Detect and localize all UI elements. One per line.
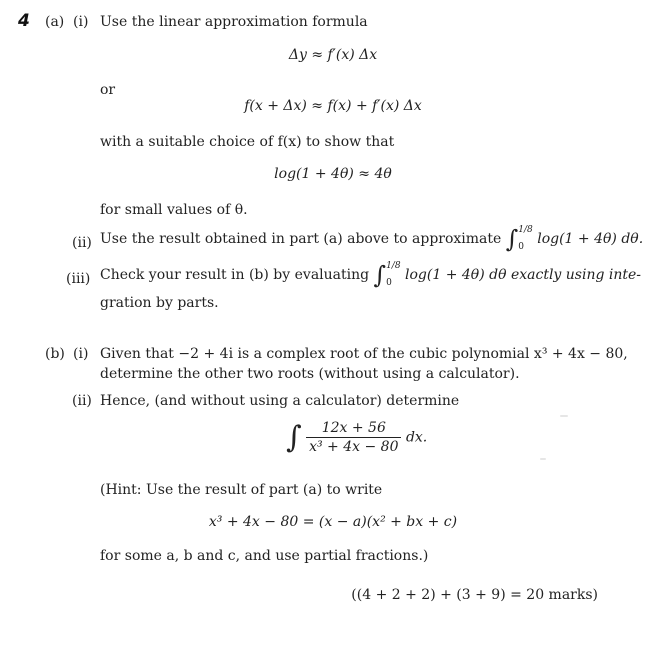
dx-text: dx.	[405, 429, 428, 446]
partial-fraction-integral	[286, 420, 427, 455]
or-text: or	[100, 82, 116, 98]
small-values-text: for small values of θ.	[100, 202, 248, 218]
integral-limits	[386, 262, 400, 288]
linear-approximation-formula: Δy ≈ f′(x) Δx	[288, 47, 378, 63]
hint-factorization: x³ + 4x − 80 = (x − a)(x² + bx + c)	[208, 514, 458, 530]
show-text: with a suitable choice of f(x) to show that	[100, 134, 395, 150]
part-a-label: (a)	[45, 14, 65, 30]
integral-lower-limit: 0	[386, 278, 392, 288]
integrand-fraction	[306, 420, 401, 455]
part-a-ii-label: (ii)	[72, 235, 92, 251]
part-a-iii-line2: gration by parts.	[100, 295, 219, 311]
part-a-ii-line	[100, 226, 643, 252]
increment-formula: f(x + Δx) ≈ f(x) + f′(x) Δx	[244, 98, 422, 114]
part-a-iii-text-after: log(1 + 4θ) dθ exactly using inte-	[405, 267, 642, 283]
part-a-iii-label: (iii)	[66, 271, 91, 287]
part-b-i-line2: determine the other two roots (without using a calculator).	[100, 366, 520, 382]
integral-lower-limit: 0	[518, 242, 525, 252]
part-b-i-line1: Given that −2 + 4i is a complex root of the cubic polynomial x³ + 4x − 80,	[100, 346, 628, 362]
integral-limits	[518, 226, 532, 252]
log-approximation: log(1 + 4θ) ≈ 4θ	[274, 166, 392, 182]
hint-line1: (Hint: Use the result of part (a) to write	[100, 482, 383, 498]
question-number: 4	[18, 11, 30, 31]
part-b-ii-text: Hence, (and without using a calculator) determine	[100, 393, 460, 409]
fraction-numerator: 12x + 56	[306, 420, 401, 438]
integral-upper-limit: 1/8	[518, 225, 533, 235]
part-b-i-label: (i)	[73, 346, 89, 362]
part-a-ii-integrand: log(1 + 4θ) dθ.	[537, 231, 644, 247]
part-a-i-intro: Use the linear approximation formula	[100, 14, 368, 30]
integral-sign: ∫	[286, 419, 302, 455]
hint-line2: for some a, b and c, and use partial fractions.)	[100, 548, 429, 564]
part-a-iii-line	[100, 262, 641, 288]
part-b-ii-label: (ii)	[72, 393, 92, 409]
part-b-label: (b)	[45, 346, 65, 362]
part-a-ii-text: Use the result obtained in part (a) above to approximate	[100, 231, 502, 247]
scan-mark	[560, 415, 568, 417]
marks-total: ((4 + 2 + 2) + (3 + 9) = 20 marks)	[351, 587, 598, 603]
integral-upper-limit: 1/8	[386, 261, 401, 271]
fraction-denominator: x³ + 4x − 80	[309, 439, 399, 455]
part-a-i-label: (i)	[73, 14, 89, 30]
scan-mark	[540, 458, 546, 460]
part-a-iii-text-before: Check your result in (b) by evaluating	[100, 267, 370, 283]
integral-sign: ∫	[373, 261, 387, 289]
integral-sign: ∫	[505, 225, 519, 253]
